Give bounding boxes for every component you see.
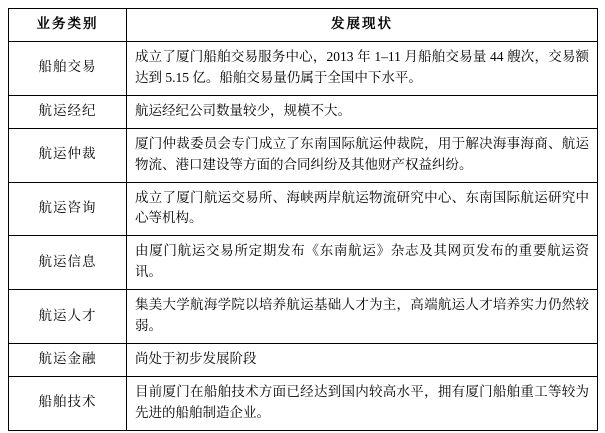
cell-status: 集美大学航海学院以培养航运基础人才为主，高端航运人才培养实力仍然较弱。 bbox=[127, 290, 598, 344]
cell-category: 航运经纪 bbox=[9, 95, 127, 128]
table-row bbox=[9, 95, 598, 128]
table-row bbox=[9, 182, 598, 236]
cell-status: 成立了厦门航运交易所、海峡两岸航运物流研究中心、东南国际航运研究中心等机构。 bbox=[127, 182, 598, 236]
table-row bbox=[9, 236, 598, 290]
table-row bbox=[9, 344, 598, 377]
column-header-category: 业务类别 bbox=[9, 9, 127, 42]
cell-category: 船舶技术 bbox=[9, 376, 127, 430]
cell-status: 由厦门航运交易所定期发布《东南航运》杂志及其网页发布的重要航运资讯。 bbox=[127, 236, 598, 290]
cell-status: 厦门仲裁委员会专门成立了东南国际航运仲裁院，用于解决海事海商、航运物流、港口建设等方面的合同纠纷及其他财产权益纠纷。 bbox=[127, 128, 598, 182]
table-row bbox=[9, 128, 598, 182]
cell-category: 航运仲裁 bbox=[9, 128, 127, 182]
shipping-business-table bbox=[8, 8, 598, 431]
cell-category: 航运信息 bbox=[9, 236, 127, 290]
column-header-status: 发展现状 bbox=[127, 9, 598, 42]
cell-category: 航运咨询 bbox=[9, 182, 127, 236]
cell-category: 航运金融 bbox=[9, 344, 127, 377]
cell-status: 航运经纪公司数量较少，规模不大。 bbox=[127, 95, 598, 128]
table-body bbox=[9, 41, 598, 430]
cell-category: 船舶交易 bbox=[9, 41, 127, 95]
cell-status: 目前厦门在船舶技术方面已经达到国内较高水平，拥有厦门船舶重工等较为先进的船舶制造企业。 bbox=[127, 376, 598, 430]
table-header-row bbox=[9, 9, 598, 42]
table-row bbox=[9, 41, 598, 95]
table-header bbox=[9, 9, 598, 42]
table-row bbox=[9, 290, 598, 344]
cell-category: 航运人才 bbox=[9, 290, 127, 344]
cell-status: 成立了厦门船舶交易服务中心，2013 年 1–11 月船舶交易量 44 艘次，交易额达到 5.15 亿。船舶交易量仍属于全国中下水平。 bbox=[127, 41, 598, 95]
table-row bbox=[9, 376, 598, 430]
cell-status: 尚处于初步发展阶段 bbox=[127, 344, 598, 377]
